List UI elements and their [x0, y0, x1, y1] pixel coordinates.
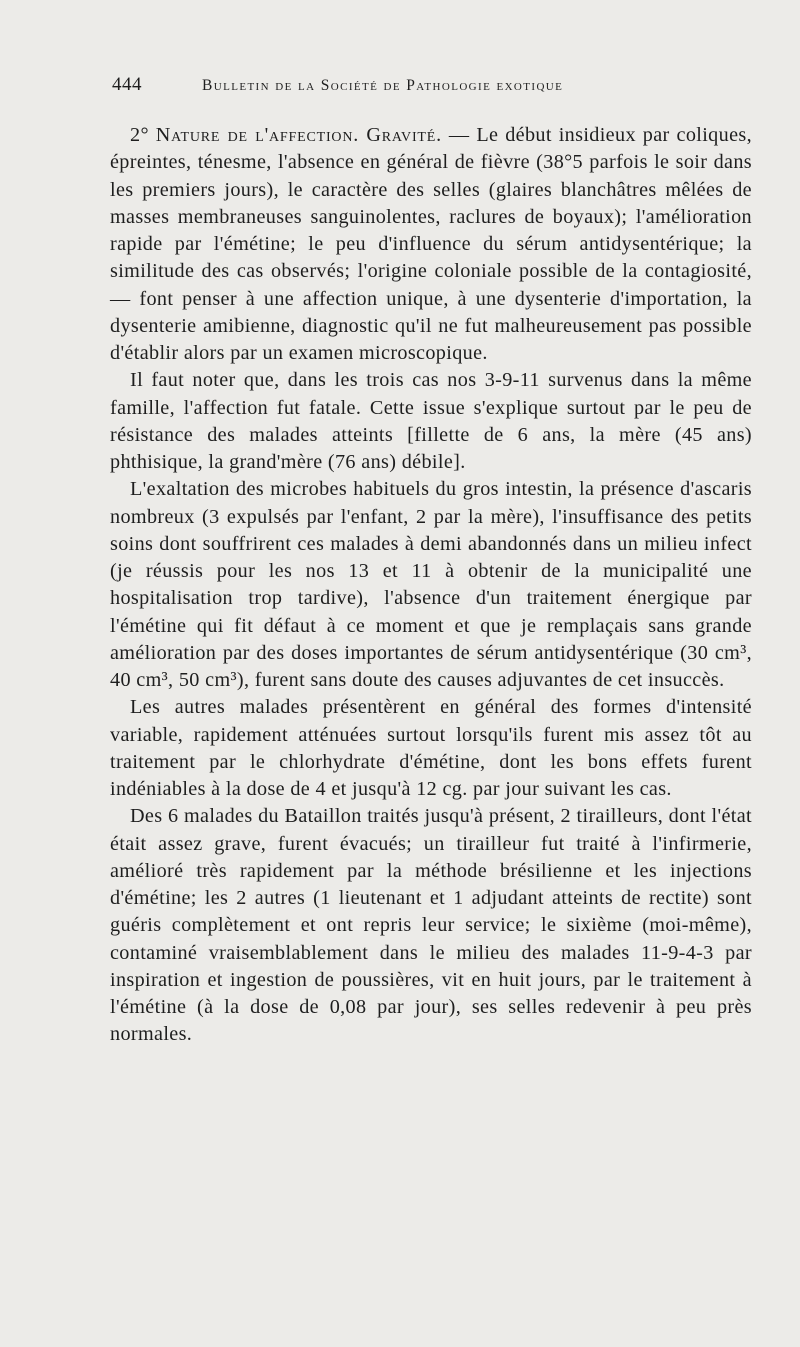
journal-title: Bulletin de la Société de Pathologie exotique	[202, 77, 564, 94]
paragraph: L'exaltation des microbes habituels du gros intestin, la présence d'ascaris nombreux (3 expulsés par l'enfant, 2 par la mère), l'insuffisance des petits soins dont souffrirent ces malades à demi abandonnés dans un milieu infect (je réussis pour les nos 13 et 11 à obtenir de la municipalité une hospitalisation trop tardive), l'absence d'un traitement énergique par l'émétine qui fit défaut à ce moment et que je remplaçais sans grande amélioration par des doses importantes de sérum antidysentérique (30 cm³, 40 cm³, 50 cm³), furent sans doute des causes adjuvantes de cet insuccès.	[110, 478, 752, 691]
paragraph-section-opening	[110, 122, 752, 367]
paragraph-text: Le début insidieux par coliques, épreintes, ténesme, l'absence en général de fièvre (38°5 parfois le soir dans les premiers jours), le caractère des selles (glaires blanchâtres mêlées de masses membraneuses sanguinolentes, raclures de boyaux); l'amélioration rapide par l'émétine; le peu d'influence du sérum antidysentérique; la similitude des cas observés; l'origine coloniale possible de la contagiosité, — font penser à une affection unique, à une dysenterie d'importation, la dysenterie amibienne, diagnostic qu'il ne fut malheureusement pas possible d'établir alors par un examen microscopique.	[110, 124, 752, 364]
section-heading: Nature de l'affection. Gravité.	[155, 124, 442, 146]
article-body	[110, 122, 752, 1049]
paragraph: Des 6 malades du Bataillon traités jusqu'à présent, 2 tirailleurs, dont l'état était assez grave, furent évacués; un tirailleur fut traité à l'infirmerie, amélioré très rapidement par la méthode brésilienne et les injections d'émétine; les 2 autres (1 lieutenant et 1 adjudant atteints de rectite) sont guéris complètement et ont repris leur service; le sixième (moi-même), contaminé vraisemblablement dans le milieu des malades 11-9-4-3 par inspiration et ingestion de poussières, vit en huit jours, par le traitement à l'émétine (à la dose de 0,08 par jour), ses selles redevenir à peu près normales.	[110, 805, 752, 1046]
section-dash: —	[448, 124, 470, 146]
running-head	[112, 74, 668, 104]
paragraph: Il faut noter que, dans les trois cas nos 3-9-11 survenus dans la même famille, l'affection fut fatale. Cette issue s'explique surtout par le peu de résistance des malades atteints [fillette de 6 ans, la mère (45 ans) phthisique, la grand'mère (76 ans) débile].	[110, 369, 752, 473]
page-number: 444	[112, 74, 142, 95]
section-number: 2°	[130, 124, 149, 146]
paragraph: Les autres malades présentèrent en général des formes d'intensité variable, rapidement atténuées surtout lorsqu'ils furent mis assez tôt au traitement par le chlorhydrate d'émétine, dont les bons effets furent indéniables à la dose de 4 et jusqu'à 12 cg. par jour suivant les cas.	[110, 696, 752, 800]
